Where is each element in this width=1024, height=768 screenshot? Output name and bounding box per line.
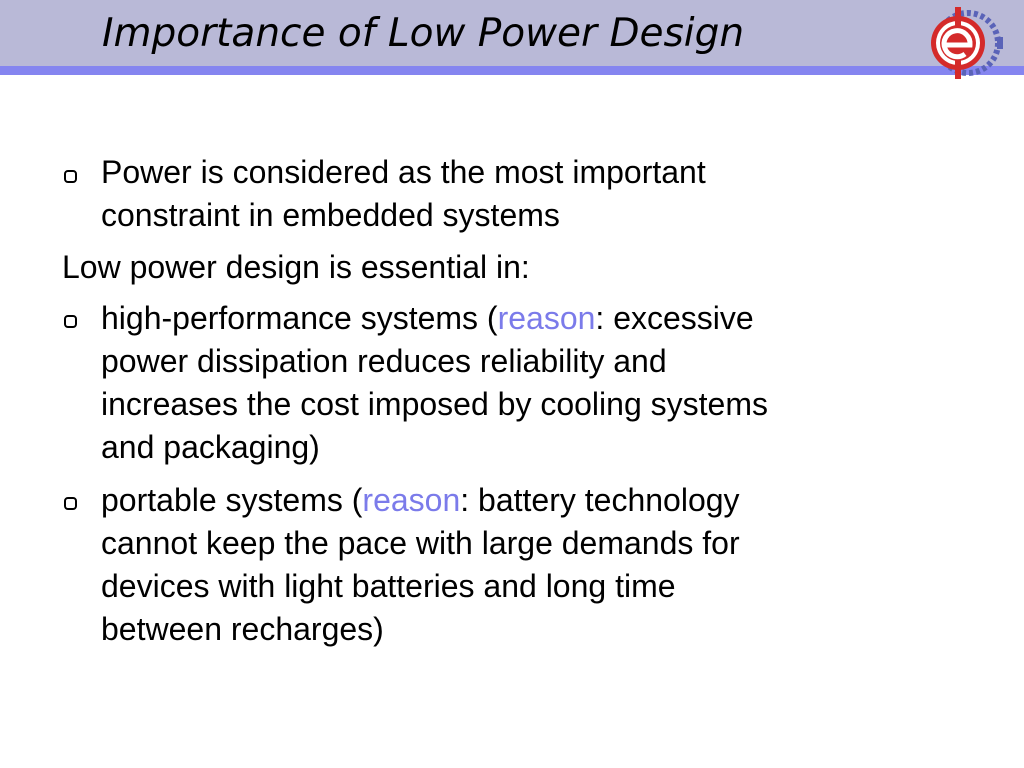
list-item-text: : excessive [595, 300, 754, 336]
list-item [101, 297, 768, 469]
list-item-line: increases the cost imposed by cooling systems [101, 386, 768, 422]
list-item-line: and packaging) [101, 429, 320, 465]
list-item-line [101, 479, 740, 522]
list-item [101, 151, 706, 237]
slide-title: Importance of Low Power Design [102, 11, 745, 56]
list-item [101, 479, 740, 651]
list-item-text: high-performance systems ( [101, 300, 498, 336]
hollow-square-bullet-icon [64, 497, 77, 510]
list-item-text: portable systems ( [101, 482, 363, 518]
list-item-line: power dissipation reduces reliability and [101, 343, 667, 379]
plain-line: Low power design is essential in: [62, 249, 530, 285]
list-item-line: cannot keep the pace with large demands for [101, 525, 740, 561]
list-item-line [101, 297, 768, 340]
hollow-square-bullet-icon [64, 315, 77, 328]
list-item-text: : battery technology [460, 482, 740, 518]
list-item-line: devices with light batteries and long time [101, 568, 676, 604]
list-item-line: between recharges) [101, 611, 384, 647]
reason-keyword: reason [362, 482, 461, 518]
list-item-line: Power is considered as the most important [101, 154, 706, 190]
hollow-square-bullet-icon [64, 170, 77, 183]
reason-keyword: reason [497, 300, 596, 336]
list-item-line: constraint in embedded systems [101, 197, 560, 233]
